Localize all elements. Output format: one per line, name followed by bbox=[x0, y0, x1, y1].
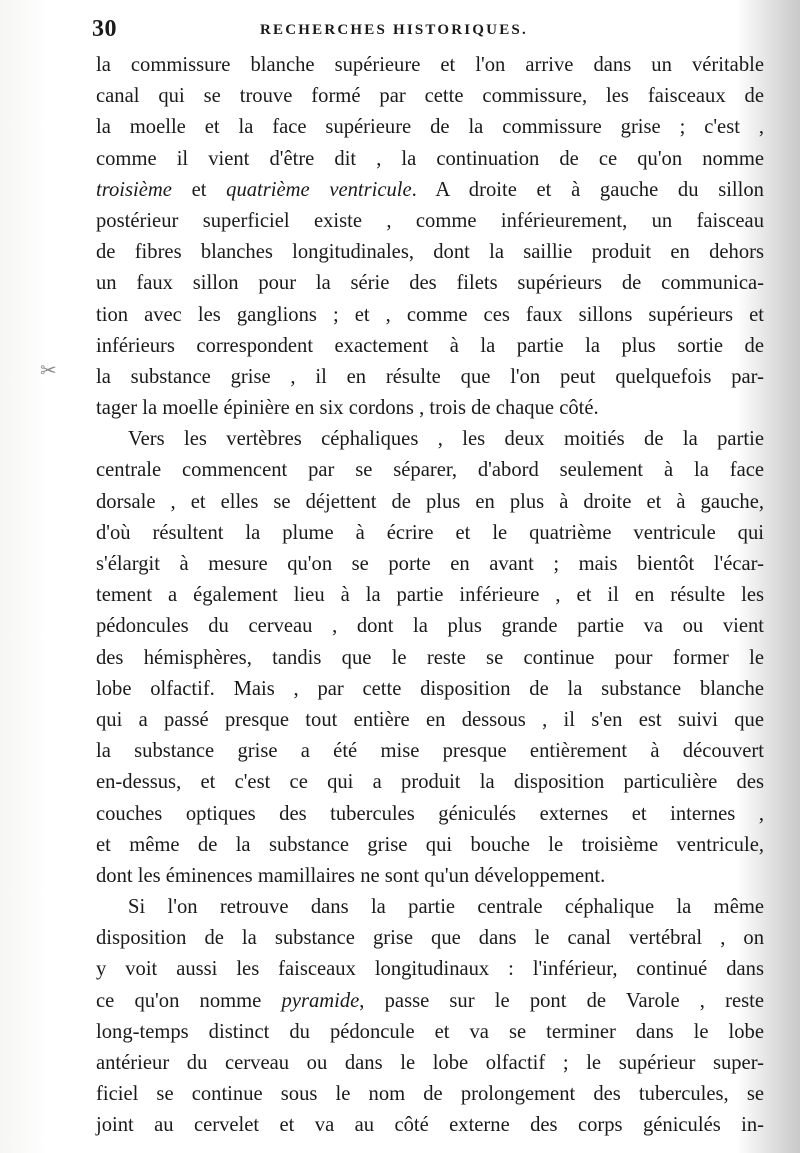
text-line bbox=[96, 81, 764, 112]
text-run: y voit aussi les faisceaux longitudinaux : l'inférieur, continué dans bbox=[96, 958, 764, 981]
text-line bbox=[96, 424, 764, 455]
text-line bbox=[96, 112, 764, 143]
text-run: la commissure blanche supérieure et l'on arrive dans un véritable bbox=[96, 54, 764, 76]
text-run: et même de la substance grise qui bouche le troisième ventricule, bbox=[96, 833, 764, 856]
text-run: canal qui se trouve formé par cette commissure, les faisceaux de bbox=[96, 85, 764, 108]
body-text bbox=[96, 50, 764, 1142]
text-line bbox=[96, 362, 764, 393]
text-run: un faux sillon pour la série des filets supérieurs de communica- bbox=[96, 272, 764, 295]
text-line bbox=[96, 1110, 764, 1141]
text-run: et bbox=[171, 178, 227, 201]
text-run: long-temps distinct du pédoncule et va se terminer dans le lobe bbox=[96, 1020, 764, 1043]
text-run: centrale commencent par se séparer, d'abord seulement à la face bbox=[96, 459, 764, 482]
text-run: couches optiques des tubercules géniculés externes et internes , bbox=[96, 802, 764, 825]
text-line bbox=[96, 767, 764, 798]
text-line bbox=[96, 611, 764, 642]
text-run: inférieurs correspondent exactement à la partie la plus sortie de bbox=[96, 334, 764, 357]
text-run: la substance grise , il en résulte que l'on peut quelquefois par- bbox=[96, 365, 764, 388]
text-line bbox=[96, 331, 764, 362]
text-run: comme il vient d'être dit , la continuation de ce qu'on nomme bbox=[96, 147, 764, 170]
text-line bbox=[96, 954, 764, 985]
running-head: RECHERCHES HISTORIQUES. bbox=[260, 22, 528, 38]
text-run: des hémisphères, tandis que le reste se continue pour former le bbox=[96, 646, 764, 669]
text-line bbox=[96, 892, 764, 923]
text-line bbox=[96, 237, 764, 268]
text-run: tager la moelle épinière en six cordons , trois de chaque côté. bbox=[96, 397, 599, 420]
text-line bbox=[96, 736, 764, 767]
text-run: la substance grise a été mise presque entièrement à découvert bbox=[96, 740, 764, 763]
text-run: ficiel se continue sous le nom de prolongement des tubercules, se bbox=[96, 1083, 764, 1106]
text-line bbox=[96, 393, 764, 424]
italic-text: quatrième ventricule bbox=[226, 178, 412, 201]
page-header bbox=[92, 16, 754, 50]
text-run: lobe olfactif. Mais , par cette disposition de la substance blanche bbox=[96, 677, 764, 700]
text-run: la moelle et la face supérieure de la commissure grise ; c'est , bbox=[96, 116, 764, 139]
text-line bbox=[96, 300, 764, 331]
text-line bbox=[96, 861, 764, 892]
text-run: joint au cervelet et va au côté externe des corps géniculés in- bbox=[96, 1114, 764, 1137]
text-line bbox=[96, 923, 764, 954]
text-line bbox=[96, 1048, 764, 1079]
text-run: ce qu'on nomme bbox=[96, 989, 282, 1012]
text-line bbox=[96, 206, 764, 237]
margin-mark: ✂ bbox=[40, 360, 57, 382]
text-line bbox=[96, 674, 764, 705]
text-line bbox=[96, 268, 764, 299]
text-run: tion avec les ganglions ; et , comme ces faux sillons supérieurs et bbox=[96, 303, 764, 326]
text-run: s'élargit à mesure qu'on se porte en avant ; mais bientôt l'écar- bbox=[96, 553, 764, 575]
text-line bbox=[96, 144, 764, 175]
text-line bbox=[96, 705, 764, 736]
text-line bbox=[96, 50, 764, 81]
text-run: Vers les vertèbres céphaliques , les deux moitiés de la partie bbox=[128, 428, 764, 451]
page-number: 30 bbox=[92, 16, 117, 42]
text-run: de fibres blanches longitudinales, dont la saillie produit en dehors bbox=[96, 241, 764, 264]
text-run: d'où résultent la plume à écrire et le quatrième ventricule qui bbox=[96, 521, 764, 544]
text-run: dorsale , et elles se déjettent de plus en plus à droite et à gauche, bbox=[96, 490, 764, 513]
text-run: Si l'on retrouve dans la partie centrale céphalique la même bbox=[128, 896, 764, 919]
text-run: , passe sur le pont de Varole , reste bbox=[359, 989, 765, 1012]
text-line bbox=[96, 487, 764, 518]
text-run: en-dessus, et c'est ce qui a produit la disposition particulière des bbox=[96, 771, 764, 794]
text-run: tement a également lieu à la partie inférieure , et il en résulte les bbox=[96, 584, 764, 607]
text-line bbox=[96, 518, 764, 549]
text-line bbox=[96, 643, 764, 674]
text-line bbox=[96, 549, 764, 580]
text-line bbox=[96, 455, 764, 486]
italic-text: troisième bbox=[96, 178, 172, 201]
text-line bbox=[96, 175, 764, 206]
text-run: dont les éminences mamillaires ne sont qu'un développement. bbox=[96, 864, 606, 887]
text-line bbox=[96, 1017, 764, 1048]
text-line bbox=[96, 580, 764, 611]
text-run: . A droite et à gauche du sillon bbox=[411, 178, 764, 201]
text-run: postérieur superficiel existe , comme inférieurement, un faisceau bbox=[96, 209, 764, 232]
text-line bbox=[96, 986, 764, 1017]
text-line bbox=[96, 830, 764, 861]
text-run: qui a passé presque tout entière en dessous , il s'en est suivi que bbox=[96, 708, 764, 731]
text-run: disposition de la substance grise que dans le canal vertébral , on bbox=[96, 927, 764, 950]
text-run: pédoncules du cerveau , dont la plus grande partie va ou vient bbox=[96, 615, 764, 638]
italic-text: pyramide bbox=[281, 989, 360, 1012]
text-line bbox=[96, 1079, 764, 1110]
text-line bbox=[96, 799, 764, 830]
text-run: antérieur du cerveau ou dans le lobe olfactif ; le supérieur super- bbox=[96, 1052, 764, 1074]
